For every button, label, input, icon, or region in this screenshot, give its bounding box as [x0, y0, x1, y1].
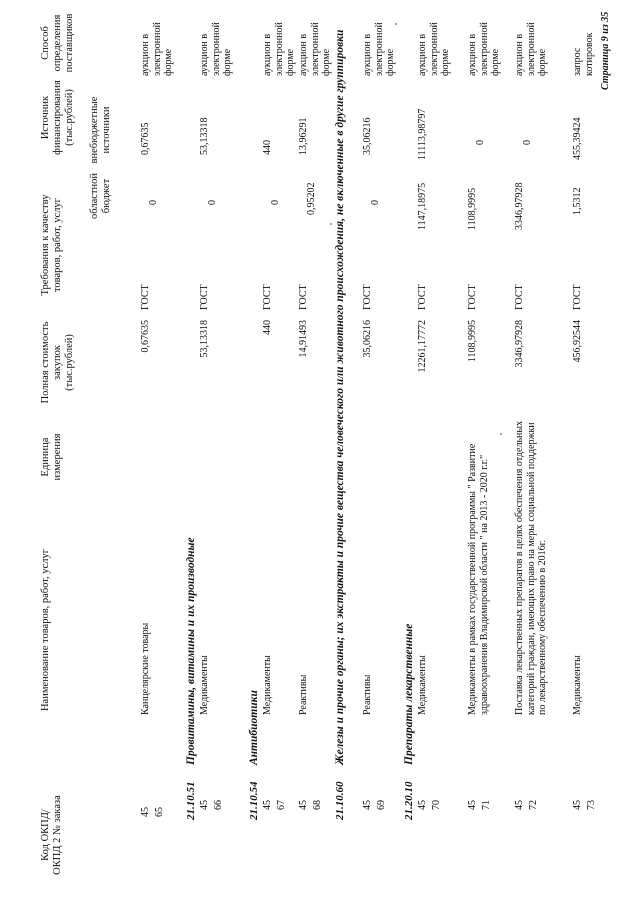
row-method: аукцион в электронной форме	[417, 22, 451, 76]
row-method: аукцион в электронной форме	[199, 22, 233, 76]
row-total: 3346,97928	[514, 320, 525, 368]
row-name: Реактивы	[298, 674, 309, 715]
row-name: Поставка лекарственных препаратов в целях обеспечения отдельных категорий граждан, имеющих право на меры социальной поддержки по лекарственному обеспечению в 2016г.	[514, 420, 548, 715]
row-num-1: 45	[298, 800, 309, 810]
row-name: Медикаменты	[417, 655, 428, 715]
row-num-2: 68	[312, 800, 323, 810]
section-title: Препараты лекарственные	[403, 623, 415, 765]
row-num-2: 72	[528, 800, 539, 810]
section-code: 21.10.60	[334, 781, 346, 820]
header-code: Код ОКПД/ ОКПД 2 № заказа	[40, 795, 63, 875]
row-extra: 0,67635	[140, 122, 151, 155]
row-requirements: ГОСТ	[362, 284, 373, 310]
row-num-1: 45	[572, 800, 583, 810]
row-total: 53,13318	[199, 320, 210, 358]
header-total: Полная стоимость закупок (тыс.рублей)	[40, 321, 75, 404]
row-extra: 455,39424	[572, 117, 583, 160]
scan-speck	[395, 23, 397, 25]
header-requirements: Требования к качеству товаров, работ, услуг	[40, 194, 63, 296]
row-method: запрос котировок	[572, 32, 595, 76]
row-total: 440	[262, 320, 273, 335]
row-regional: 0	[148, 200, 159, 205]
row-name: Канцелярские товары	[140, 622, 151, 715]
row-regional: 0	[370, 200, 381, 205]
row-method: аукцион в электронной форме	[140, 22, 174, 76]
row-name: Медикаменты в рамках государственной программы " Развитие здравоохранения Владимирской области " на 2013 - 2020 г.г."	[467, 443, 490, 715]
row-requirements: ГОСТ	[298, 284, 309, 310]
row-name: Медикаменты	[572, 655, 583, 715]
row-requirements: ГОСТ	[262, 284, 273, 310]
row-requirements: ГОСТ	[199, 284, 210, 310]
row-requirements: ГОСТ	[417, 284, 428, 310]
row-num-1: 45	[514, 800, 525, 810]
row-num-2: 66	[213, 800, 224, 810]
section-title: Антибиотики	[248, 690, 260, 765]
section-code: 21.10.54	[248, 781, 260, 820]
row-num-2: 69	[376, 800, 387, 810]
row-regional: 0	[207, 200, 218, 205]
header-unit: Единица измерения	[40, 433, 63, 481]
section-code: 21.10.51	[185, 781, 197, 820]
header-name: Наименование товаров, работ, услуг	[40, 548, 51, 712]
row-name: Реактивы	[362, 674, 373, 715]
row-method: аукцион в электронной форме	[362, 22, 396, 76]
section-code: 21.20.10	[403, 781, 415, 820]
row-regional: 1,5312	[572, 187, 583, 215]
row-total: 1108,9995	[467, 320, 478, 363]
row-method: аукцион в электронной форме	[514, 22, 548, 76]
header-method: Способ определения поставщиков	[40, 13, 75, 73]
row-extra: 53,13318	[199, 117, 210, 155]
row-requirements: ГОСТ	[572, 284, 583, 310]
row-method: аукцион в электронной форме	[298, 22, 332, 76]
row-total: 14,91493	[298, 320, 309, 358]
row-requirements: ГОСТ	[467, 284, 478, 310]
row-num-1: 45	[140, 807, 151, 817]
section-title: Провитамины, витамины и их производные	[185, 537, 197, 765]
row-requirements: ГОСТ	[514, 284, 525, 310]
row-regional: 0	[270, 200, 281, 205]
row-num-1: 45	[199, 800, 210, 810]
row-name: Медикаменты	[199, 655, 210, 715]
row-total: 0,67635	[140, 320, 151, 353]
row-num-1: 45	[362, 800, 373, 810]
page-number: Страница 9 из 35	[600, 11, 611, 90]
row-extra: 0	[522, 140, 533, 145]
row-name: Медикаменты	[262, 655, 273, 715]
row-total: 35,06216	[362, 320, 373, 358]
header-source: Источник финансирования (тыс.рублей)	[40, 80, 75, 155]
row-extra: 11113,98797	[417, 108, 428, 160]
row-regional: 0,95202	[306, 182, 317, 215]
row-regional: 1147,18975	[417, 182, 428, 230]
row-regional: 1108,9995	[467, 187, 478, 230]
row-requirements: ГОСТ	[140, 284, 151, 310]
row-num-1: 45	[262, 800, 273, 810]
row-extra: 35,06216	[362, 117, 373, 155]
row-num-1: 45	[417, 800, 428, 810]
row-method: аукцион в электронной форме	[467, 22, 501, 76]
row-num-2: 73	[586, 800, 597, 810]
row-extra: 0	[475, 140, 486, 145]
scan-speck	[500, 433, 502, 435]
row-extra: 13,96291	[298, 117, 309, 155]
row-total: 456,92544	[572, 320, 583, 363]
header-source-regional: областной бюджет	[89, 173, 112, 219]
row-num-2: 71	[481, 800, 492, 810]
row-regional: 3346,97928	[514, 182, 525, 230]
row-num-2: 65	[154, 807, 165, 817]
row-num-2: 70	[431, 800, 442, 810]
row-num-2: 67	[276, 800, 287, 810]
row-num-1: 45	[467, 800, 478, 810]
section-title: Железы и прочие органы; их экстракты и прочие вещества человеческого или животного происхождения, не включенные в другие группировки	[334, 29, 346, 765]
row-extra: 440	[262, 140, 273, 155]
scan-speck	[330, 223, 332, 225]
row-method: аукцион в электронной форме	[262, 22, 296, 76]
header-source-extra: внебюджетные источники	[89, 96, 112, 164]
row-total: 12261,17772	[417, 320, 428, 373]
